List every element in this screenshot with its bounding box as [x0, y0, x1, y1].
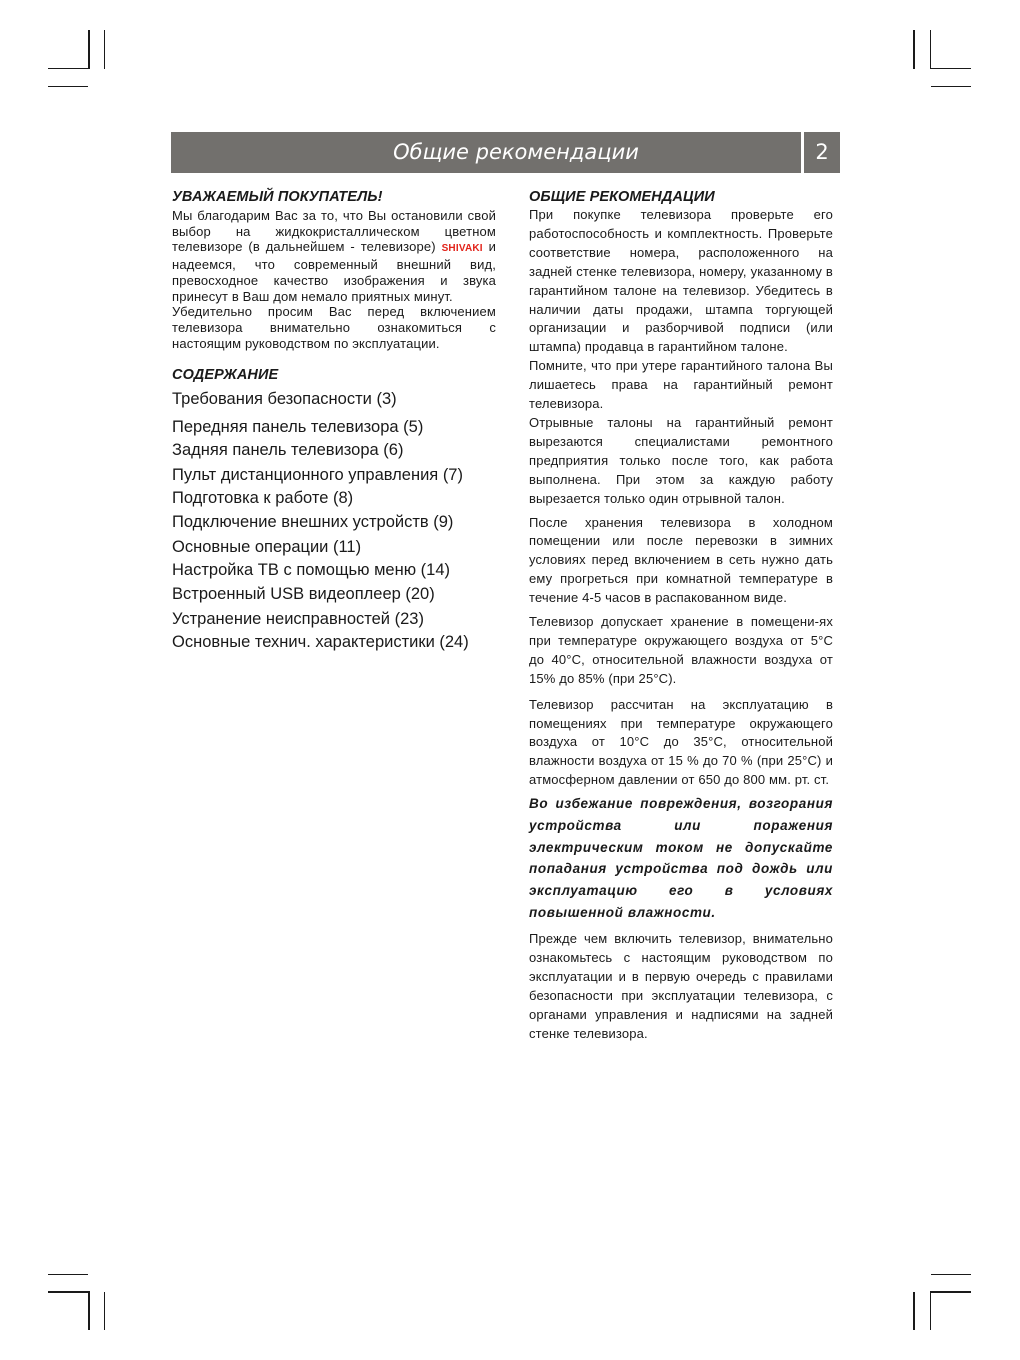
- greeting-heading: УВАЖАЕМЫЙ ПОКУПАТЕЛЬ!: [172, 189, 383, 205]
- read-manual-paragraph: Прежде чем включить телевизор, внимательно ознакомьтесь с настоящим руководством по эксплуатации и в первую очередь с правилами безопасности при эксплуатации телевизора, с органами управления и надписями на задней стенке телевизора.: [529, 931, 833, 1041]
- brand-logo: SHIVAKI: [441, 243, 483, 255]
- moisture-warning: Во избежание повреждения, возгорания устройства или поражения электрическим током не допускайте попадания устройства под дождь или эксплуатацию его в условиях повышенной влажности.: [529, 796, 833, 920]
- operating-conditions-paragraph: Телевизор рассчитан на эксплуатацию в помещениях при температуре окружающего воздуха от 10°C до 35°C, относительной влажности воздуха от 15 % до 70 % (при 25°C) и атмосферном давлении от 650 до 800 мм. рт. ст.: [529, 696, 833, 788]
- contents-heading: СОДЕРЖАНИЕ: [172, 367, 279, 384]
- greeting-text-continued: и надеемся, что современный внешний вид, превосходное качество изображения и звука принесут в Ваш дом немало приятных минут.: [172, 239, 496, 304]
- toc-item[interactable]: Основные операции (11): [172, 537, 362, 556]
- toc-item[interactable]: Настройка ТВ с помощью меню (14): [172, 561, 451, 580]
- toc-item[interactable]: Основные технич. характеристики (24): [172, 633, 469, 652]
- storage-conditions-paragraph: Телевизор допускает хранение в помещени-ях при температуре окружающего воздуха от 5°C до 40°C, относительной влажности воздуха от 15% до 85% (при 25°C).: [529, 614, 833, 686]
- toc-item[interactable]: Задняя панель телевизора (6): [172, 441, 404, 460]
- left-column: [172, 188, 496, 655]
- purchase-check-paragraph: При покупке телевизора проверьте его работоспособность и комплектность. Проверьте соответствие номера, расположенного на задней стенке телевизора, номеру, указанному в гарантийном талоне на телевизор. Убедитесь в наличии даты продажи, штампа торгующей организации и разборчивой подписи (или штампа) продавца в гарантийном талоне.: [529, 207, 833, 355]
- general-recommendations-heading: ОБЩИЕ РЕКОМЕНДАЦИИ: [529, 189, 715, 205]
- warranty-coupons-paragraph: Отрывные талоны на гарантийный ремонт вырезаются специалистами ремонтного предприятия только после того, как работа выполнена. При этом за каждую работу вырезается только один отрывной талон.: [529, 414, 833, 506]
- greeting-text: Мы благодарим Вас за то, что Вы остановили свой выбор на жидкокристаллическом цветном телевизоре (в дальнейшем - телевизоре): [172, 208, 496, 255]
- toc-item[interactable]: Встроенный USB видеоплеер (20): [172, 584, 435, 603]
- greeting-paragraph: [172, 208, 496, 304]
- section-title-bar: Общие рекомендации: [171, 132, 801, 173]
- toc-item[interactable]: Передняя панель телевизора (5): [172, 417, 424, 436]
- request-paragraph: Убедительно просим Вас перед включением телевизора внимательно ознакомиться с настоящим руководством по эксплуатации.: [172, 304, 496, 351]
- page-number: 2: [804, 132, 840, 173]
- toc-item[interactable]: Подготовка к работе (8): [172, 488, 354, 507]
- warranty-loss-paragraph: Помните, что при утере гарантийного талона Вы лишаетесь права на гарантийный ремонт телевизора.: [529, 358, 833, 412]
- cold-storage-paragraph: После хранения телевизора в холодном помещении или после перевозки в зимних условиях перед включением в сеть нужно дать ему прогреться при комнатной температуре в течение 4-5 часов в распакованном виде.: [529, 514, 833, 606]
- right-column: [529, 188, 833, 1044]
- table-of-contents: [172, 388, 496, 654]
- toc-item[interactable]: Пульт дистанционного управления (7): [172, 465, 463, 484]
- toc-item[interactable]: Устранение неисправностей (23): [172, 609, 424, 628]
- toc-item[interactable]: Требования безопасности (3): [172, 390, 397, 409]
- toc-item[interactable]: Подключение внешних устройств (9): [172, 513, 454, 532]
